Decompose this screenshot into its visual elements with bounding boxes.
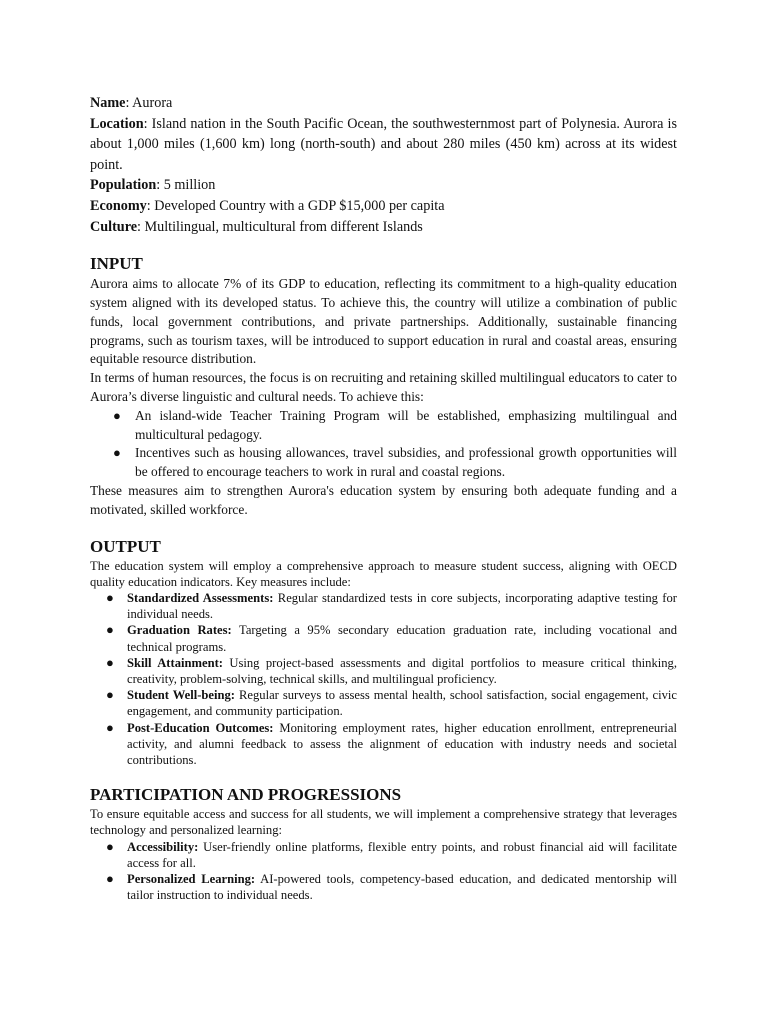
bullet-icon: ●: [106, 870, 114, 886]
output-section: [90, 558, 677, 769]
economy-value: : Developed Country with a GDP $15,000 per capita: [146, 197, 445, 214]
name-value: : Aurora: [125, 95, 173, 111]
output-measures-list: [90, 590, 677, 768]
input-paragraph-funding: Aurora aims to allocate 7% of its GDP to education, reflecting its commitment to a high-quality education system aligned with its developed status. To achieve this, the country will utilize a combination of public funds, local government contributions, and private partnerships. Additionally, sustainable financing programs, such as tourism taxes, will be introduced to support education in rural and coastal areas, ensuring equitable resource distribution.: [90, 276, 677, 367]
list-item-text: Incentives such as housing allowances, travel subsidies, and professional growth opportunities will be offered to encourage teachers to work in rural and coastal regions.: [135, 445, 677, 480]
population-label: Population: [90, 177, 157, 194]
population-value: : 5 million: [156, 177, 216, 194]
economy-line: [90, 196, 677, 217]
list-item-text: Regular surveys to assess mental health, school satisfaction, social engagement, civic engagement, and community participation.: [127, 688, 678, 719]
population-line: [90, 175, 677, 196]
bullet-icon: ●: [106, 687, 114, 703]
participation-heading: PARTICIPATION AND PROGRESSIONS: [90, 785, 402, 805]
list-item-lead: Skill Attainment:: [127, 655, 223, 670]
list-item-text: Using project-based assessments and digital portfolios to measure critical thinking, creativity, problem-solving, technical skills, and multilingual proficiency.: [127, 655, 678, 686]
list-item-text: Monitoring employment rates, higher education enrollment, entrepreneurial activity, and alumni feedback to assess the alignment of education with industry needs and societal contributions.: [127, 720, 677, 767]
document-content: [90, 93, 677, 903]
input-paragraph-conclusion: These measures aim to strengthen Aurora's education system by ensuring both adequate funding and a motivated, skilled workforce.: [90, 482, 677, 517]
economy-label: Economy: [90, 197, 147, 214]
list-item: [90, 622, 677, 654]
participation-strategy-list: [90, 839, 677, 904]
culture-line: [90, 217, 677, 238]
list-item-text: Targeting a 95% secondary education graduation rate, including vocational and technical programs.: [127, 623, 677, 654]
bullet-icon: ●: [113, 445, 121, 461]
list-item: [90, 590, 677, 622]
list-item-lead: Post-Education Outcomes:: [127, 720, 274, 735]
list-item-lead: Personalized Learning:: [127, 871, 256, 886]
country-summary: [90, 93, 677, 237]
bullet-icon: ●: [106, 654, 114, 670]
list-item: [90, 871, 677, 903]
output-intro: The education system will employ a comprehensive approach to measure student success, aligning with OECD quality education indicators. Key measures include:: [90, 558, 677, 589]
list-item-lead: Standardized Assessments:: [127, 590, 274, 605]
input-bullet-list: [90, 407, 677, 482]
culture-label: Culture: [90, 218, 138, 235]
participation-section: [90, 806, 677, 903]
participation-intro: To ensure equitable access and success for all students, we will implement a comprehensive strategy that leverages technology and personalized learning:: [90, 807, 677, 838]
name-label: Name: [90, 95, 126, 111]
list-item-lead: Graduation Rates:: [127, 623, 232, 638]
list-item-text: An island-wide Teacher Training Program will be established, emphasizing multilingual and multicultural pedagogy.: [135, 407, 677, 442]
list-item-lead: Student Well-being:: [127, 688, 236, 703]
list-item: [90, 407, 677, 445]
list-item: [90, 687, 677, 719]
list-item-lead: Accessibility:: [127, 839, 199, 854]
list-item-text: User-friendly online platforms, flexible entry points, and robust financial aid will facilitate access for all.: [127, 839, 677, 870]
input-heading: INPUT: [90, 254, 143, 274]
input-paragraph-human-resources: In terms of human resources, the focus is on recruiting and retaining skilled multilingual educators to cater to Aurora’s diverse linguistic and cultural needs. To achieve this:: [90, 370, 677, 404]
output-heading: OUTPUT: [90, 536, 161, 556]
location-value: : Island nation in the South Pacific Ocean, the southwesternmost part of Polynesia. Aurora is about 1,000 miles (1,600 km) long (north-south) and about 280 miles (450 km) across at its widest point.: [90, 115, 677, 173]
list-item: [90, 444, 677, 482]
name-line: [90, 93, 677, 114]
bullet-icon: ●: [113, 407, 121, 423]
input-section: [90, 275, 677, 519]
list-item: [90, 655, 677, 687]
bullet-icon: ●: [106, 838, 114, 854]
list-item-text: AI-powered tools, competency-based education, and dedicated mentorship will tailor instruction to individual needs.: [127, 871, 677, 903]
list-item: [90, 720, 677, 769]
location-line: [90, 114, 677, 176]
bullet-icon: ●: [106, 622, 114, 638]
list-item-text: Regular standardized tests in core subjects, incorporating adaptive testing for individual needs.: [127, 590, 677, 622]
list-item: [90, 839, 677, 871]
bullet-icon: ●: [106, 719, 114, 735]
culture-value: : Multilingual, multicultural from different Islands: [137, 218, 423, 235]
bullet-icon: ●: [106, 589, 114, 605]
location-label: Location: [90, 115, 144, 132]
